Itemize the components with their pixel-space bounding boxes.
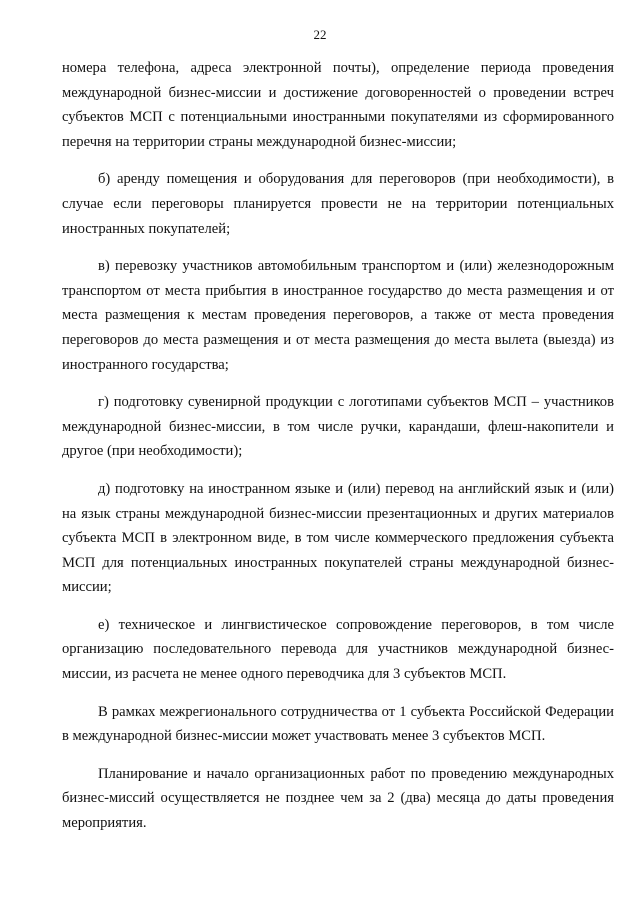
paragraph-item-b-rental: б) аренду помещения и оборудования для переговоров (при необходимости), в случае если переговоры планируется провести не на территории потенциальных иностранных покупателей; <box>62 171 614 237</box>
paragraph-item-d-translation: д) подготовку на иностранном языке и (или) перевод на английский язык и (или) на язык страны международной бизнес-миссии презентационных и других материалов субъекта МСП в электронном виде, в том числе коммерческого предложения субъекта МСП для потенциальных иностранных покупателей страны международной бизнес-миссии; <box>62 480 614 596</box>
paragraph-item-v-transport: в) перевозку участников автомобильным транспортом и (или) железнодорожным транспортом от места прибытия в иностранное государство до места размещения и от места размещения к местам проведения переговоров, а также от места проведения переговоров до места размещения и от места размещения до места вылета (выезда) из иностранного государства; <box>62 258 614 373</box>
paragraph-item-e-support: е) техническое и лингвистическое сопровождение переговоров, в том числе организацию последовательного перевода для участников международной бизнес-миссии, из расчета не менее одного переводчика для 3 субъектов МСП. <box>62 616 614 683</box>
page-number: 22 <box>313 27 327 42</box>
paragraph-item-g-souvenirs: г) подготовку сувенирной продукции с логотипами субъектов МСП – участников международной бизнес-миссии, в том числе ручки, карандаши, флеш-накопители и другое (при необходимости); <box>62 394 614 460</box>
document-body <box>62 56 614 849</box>
paragraph-planning-deadline: Планирование и начало организационных работ по проведению международных бизнес-миссий осуществляется не позднее чем за 2 (два) месяца до даты проведения мероприятия. <box>62 765 614 832</box>
paragraph-interregional-cooperation: В рамках межрегионального сотрудничества от 1 субъекта Российской Федерации в международной бизнес-миссии может участвовать менее 3 субъектов МСП. <box>62 703 614 745</box>
paragraph-contact-details: номера телефона, адреса электронной почты), определение периода проведения международной бизнес-миссии и достижение договоренностей о проведении встреч субъектов МСП с потенциальными иностранными покупателями из сформированного перечня на территории страны международной бизнес-миссии; <box>62 60 614 150</box>
